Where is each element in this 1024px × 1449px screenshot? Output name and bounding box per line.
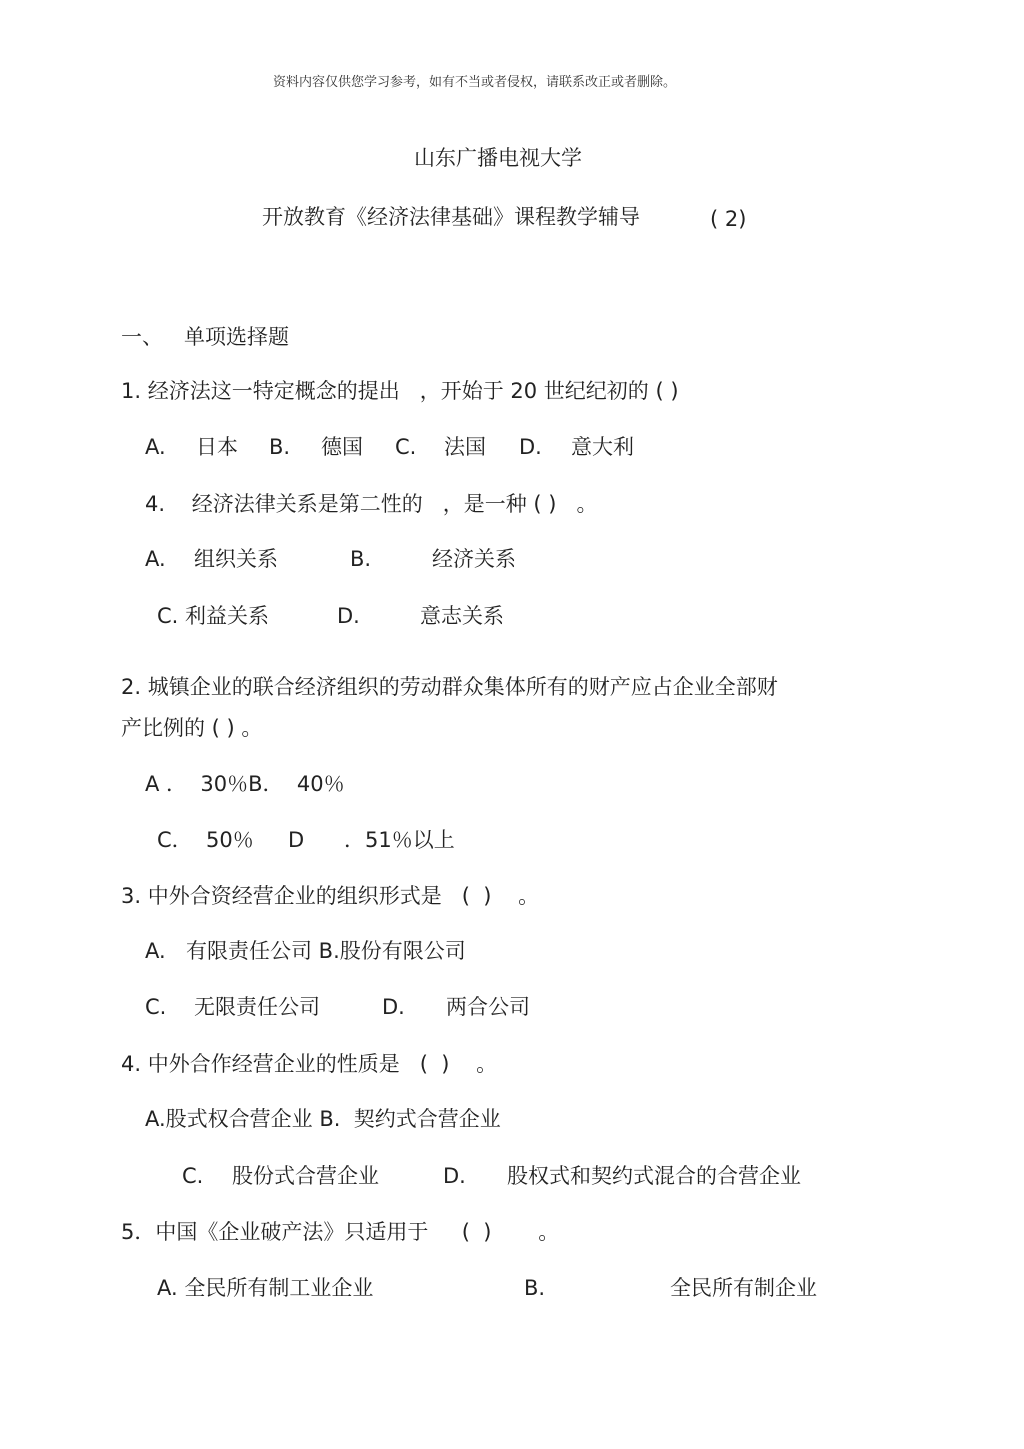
document-title-school: 山东广播电视大学	[414, 146, 582, 170]
option-text: 无限责任公司	[194, 995, 320, 1019]
option-text: ．51％以上	[344, 828, 455, 852]
option-text: A.股式权合营企业 B. 契约式合营企业	[145, 1107, 501, 1131]
option-text: 全民所有制企业	[670, 1276, 817, 1300]
option-text: 德国	[321, 435, 363, 459]
option-text: 有限责任公司 B.股份有限公司	[186, 939, 466, 963]
option-text: 组织关系	[194, 547, 278, 571]
option-letter: B.	[269, 435, 291, 459]
copyright-notice: 资料内容仅供您学习参考，如有不当或者侵权，请联系改正或者删除。	[273, 75, 677, 90]
question-stem: 1. 经济法这一特定概念的提出 ，开始于 20 世纪纪初的 ( )	[121, 379, 679, 403]
option-text: 意志关系	[420, 604, 504, 628]
option-text: 股份式合营企业	[232, 1164, 379, 1188]
option-letter: A.	[145, 435, 166, 459]
option-letter: B.	[350, 547, 372, 571]
option-text: 股权式和契约式混合的合营企业	[507, 1164, 801, 1188]
option-letter: D	[288, 828, 305, 852]
question-stem-continued: 产比例的 ( ) 。	[121, 716, 263, 740]
option-letter: B.	[524, 1276, 546, 1300]
option-text: 法国	[444, 435, 486, 459]
option-letter: A.	[145, 939, 166, 963]
section-heading: 单项选择题	[184, 325, 289, 349]
question-stem: 4. 中外合作经营企业的性质是 ( ) 。	[121, 1052, 498, 1076]
option-letter: C.	[145, 995, 167, 1019]
option-letter: D.	[337, 604, 360, 628]
question-stem: 5．中国《企业破产法》只适用于 ( ) 。	[121, 1220, 560, 1244]
option-text: C. 利益关系	[157, 604, 270, 628]
option-letter: D.	[443, 1164, 466, 1188]
question-stem: 4. 经济法律关系是第二性的 ，是一种 ( ) 。	[145, 492, 598, 516]
option-text: C． 50％	[157, 828, 254, 852]
option-text: 日本	[196, 435, 238, 459]
option-text: 两合公司	[446, 995, 530, 1019]
section-number: 一、	[121, 325, 163, 349]
option-text: A. 全民所有制工业企业	[157, 1276, 374, 1300]
option-text: 经济关系	[432, 547, 516, 571]
option-letter: D.	[382, 995, 405, 1019]
option-letter: C.	[395, 435, 417, 459]
question-stem: 3. 中外合资经营企业的组织形式是 ( ) 。	[121, 884, 540, 908]
option-letter: D.	[519, 435, 542, 459]
option-text: 意大利	[571, 435, 634, 459]
document-title-course: 开放教育《经济法律基础》课程教学辅导	[262, 205, 640, 229]
document-title-part: ( 2)	[710, 207, 747, 231]
option-letter: C.	[182, 1164, 204, 1188]
question-stem: 2. 城镇企业的联合经济组织的劳动群众集体所有的财产应占企业全部财	[121, 675, 778, 699]
option-text: A ． 30％B． 40％	[145, 772, 345, 796]
option-letter: A.	[145, 547, 166, 571]
